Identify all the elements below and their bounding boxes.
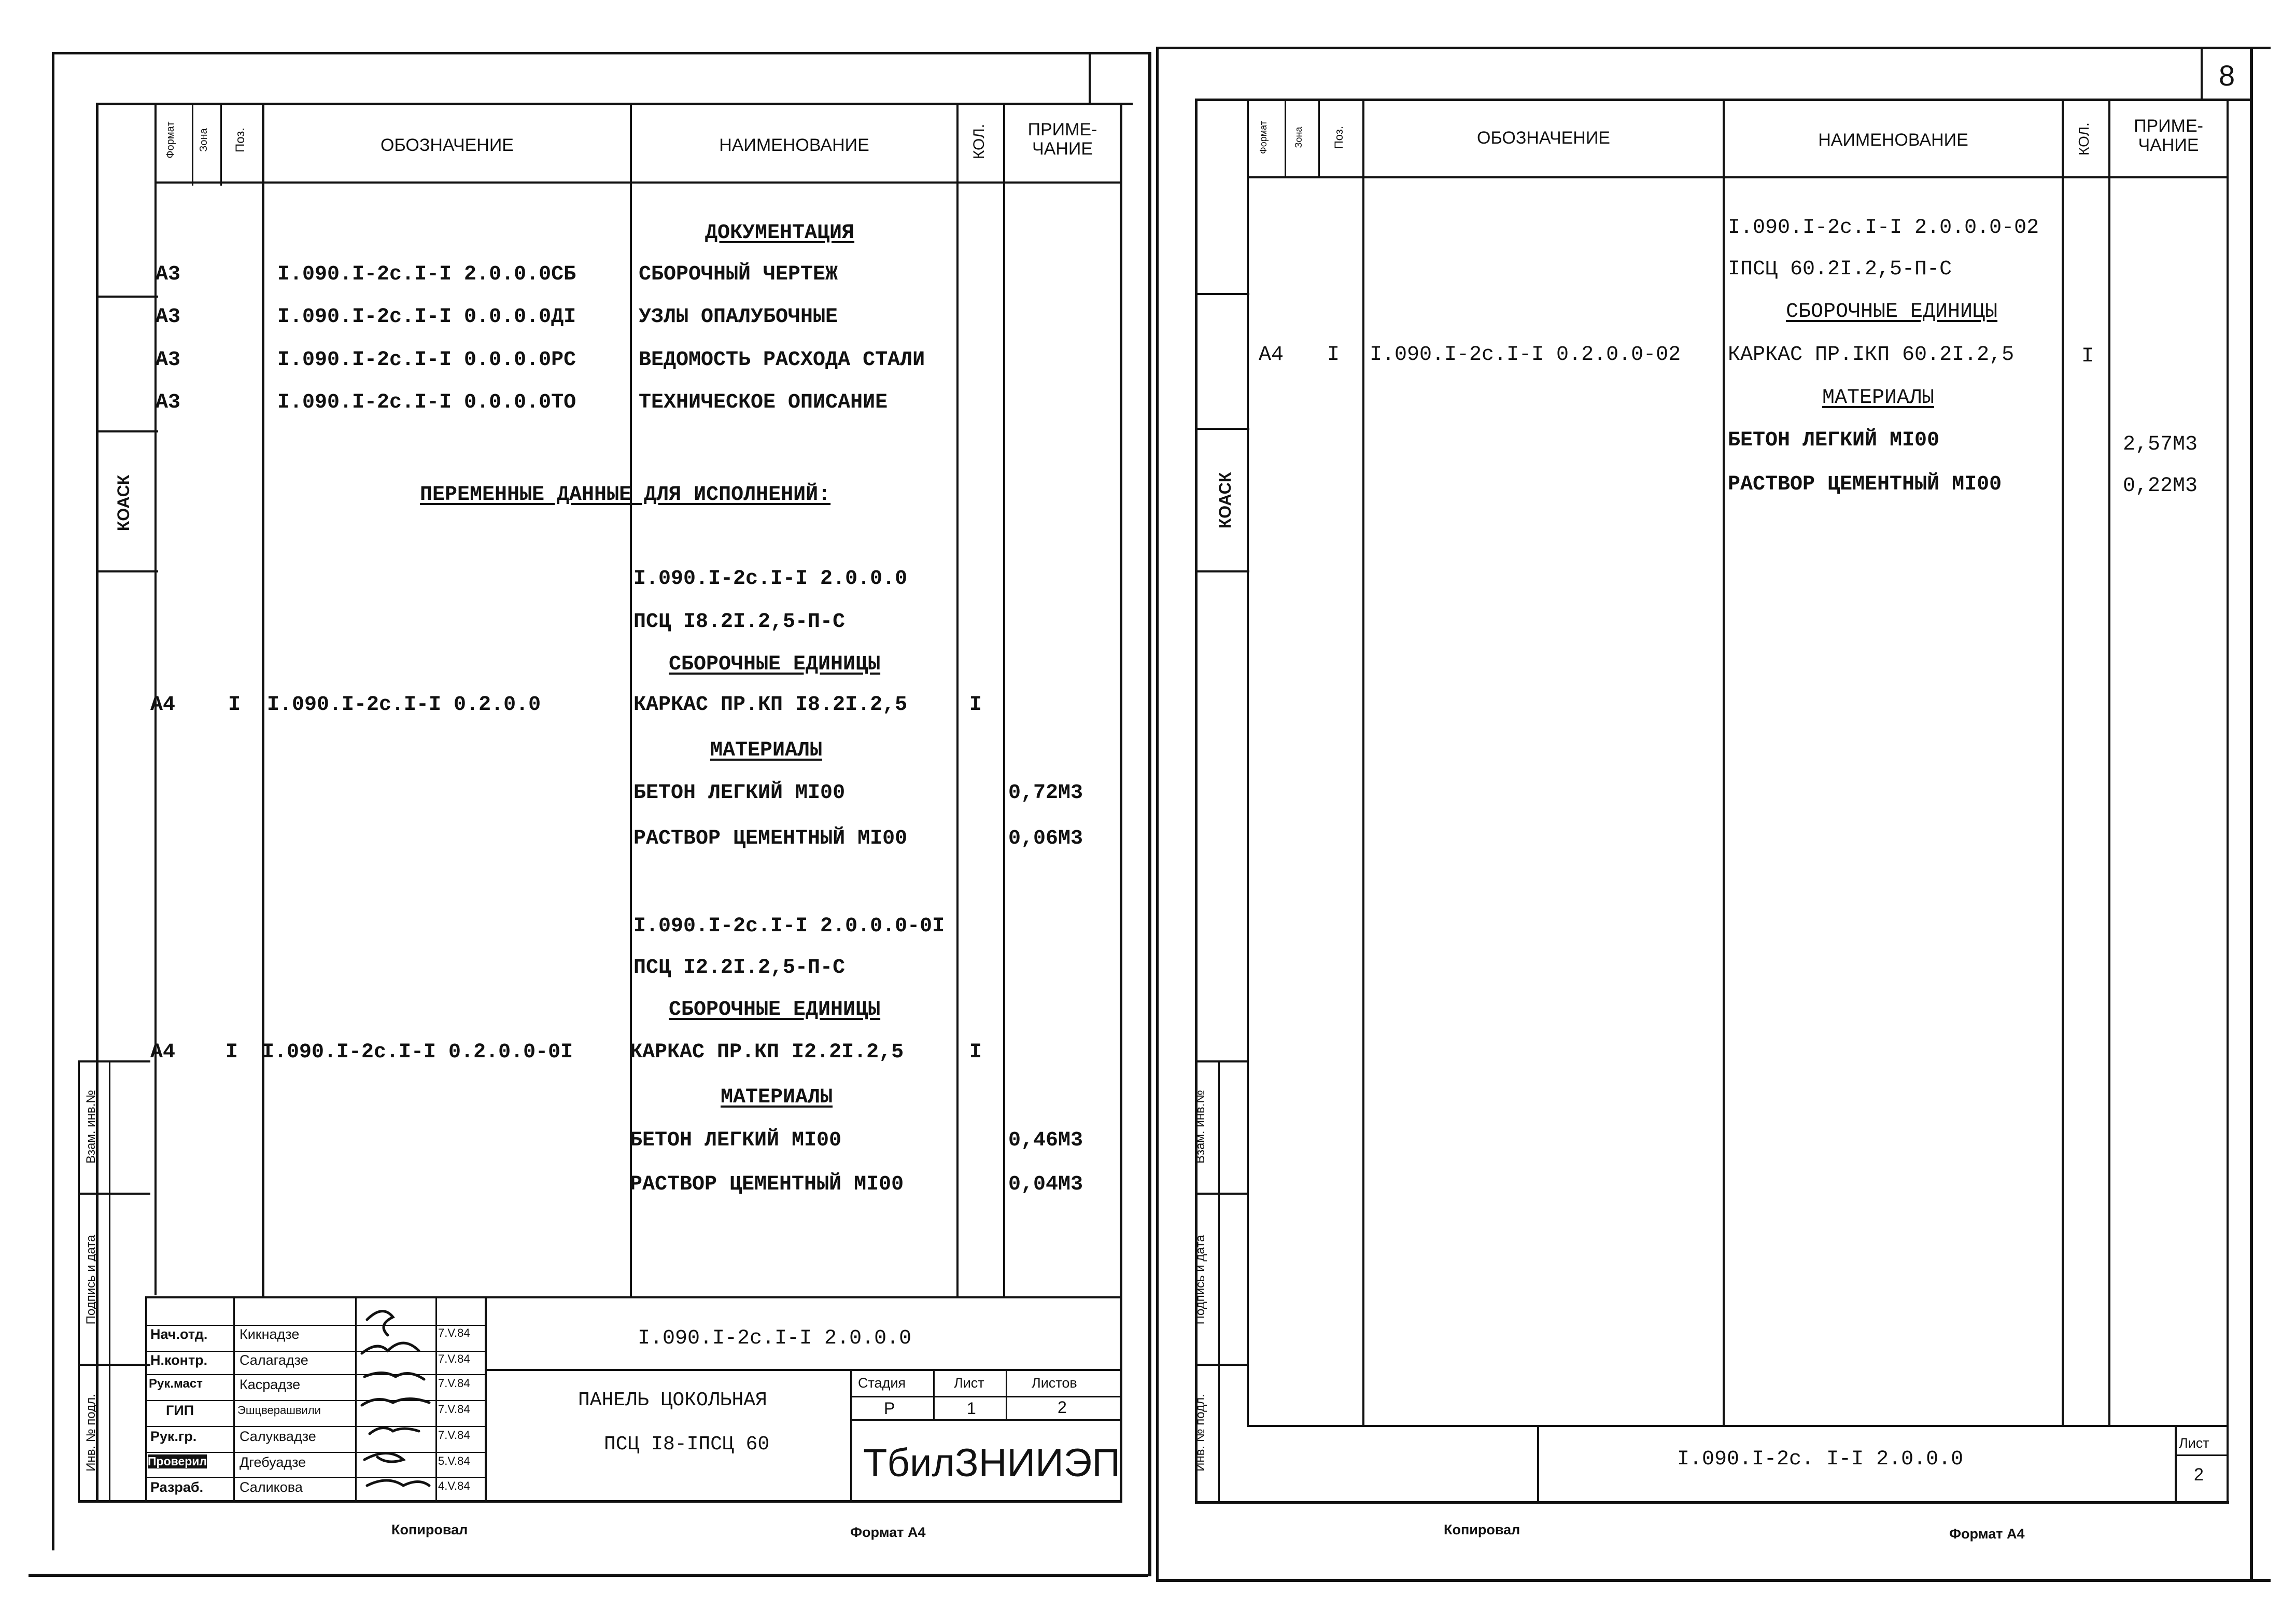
right-header-designation: ОБОЗНАЧЕНИЕ [1477,128,1610,148]
format-label: Формат А4 [850,1524,926,1540]
right-margin-podpis: Подпись и дата [1193,1235,1207,1325]
right-copied-label: Копировал [1444,1522,1520,1537]
right-header-format: Формат [1258,121,1269,154]
copied-label: Копировал [391,1522,468,1537]
right-title-code: I.090.I-2c. I-I 2.0.0.0 [1677,1448,1964,1471]
right-header-name: НАИМЕНОВАНИЕ [1818,130,1968,150]
right-margin-vzam: Взам. инв.№ [1193,1089,1207,1164]
header-pos: Поз. [233,128,247,152]
header-format: Формат [165,121,176,159]
margin-podpis: Подпись и дата [84,1235,98,1325]
sheets-value: 2 [1058,1398,1067,1417]
sheet-label: Лист [954,1375,984,1391]
margin-vzam: Взам. инв.№ [84,1089,98,1164]
left-sheet: КОАСК Взам. инв.№ Подпись и дата Инв. № подл. Формат Зона Поз. ОБОЗНАЧЕНИЕ НАИМЕНОВАНИЕ КОЛ. ПРИМЕ- ЧАНИЕ ДОКУМЕНТАЦИЯ A3 I.090.I-2c.I-I 2.0.0.0СБ СБОРОЧНЫЙ ЧЕРТЕЖ A3 I.090.I-2c.I-I 0.0.0.0ДI УЗЛЫ ОПАЛУБОЧНЫЕ A3 I.090.I-2c.I-I 0.0.0.0РС ВЕДОМОСТЬ РАСХОДА СТАЛИ A3 I.090.I-2c.I-I 0.0.0.0ТО ТЕХНИЧЕСКОЕ ОПИСАНИЕ ПЕРЕМЕННЫЕ ДАННЫЕ ДЛЯ ИСПОЛНЕНИЙ: I.090.I-2c.I-I 2.0.0.0 ПСЦ I8.2I.2,5-П-С СБОРОЧНЫЕ ЕДИНИЦЫ A4 I I.090.I-2c.I-I 0.2.0.0 КАРКАС ПР.КП I8.2I.2,5 I МАТЕРИАЛЫ БЕТОН ЛЕГКИЙ MI00 0,72М3 РАСТВОР ЦЕМЕНТНЫЙ MI00 0,06М3 I.090.I-2c.I-I 2.0.0.0-0I ПСЦ I2.2I.2,5-П-С СБОРОЧНЫЕ ЕДИНИЦЫ A4 I I.090.I-2c.I-I 0.2.0.0-0I КАРКАС ПР.КП I2.2I.2,5 I МАТЕРИАЛЫ БЕТОН ЛЕГКИЙ MI00 0,46М3 РАСТВОР ЦЕМЕНТНЫЙ MI00 0,04М3 Нач.отд. Кикнадзе 7.V.84 Н.контр. Салагадзе 7.V.84 Рук.маст Касрадзе 7.V.84 ГИП Эшцверашвили 7.V.84 Рук.гр. Салуквадзе 7.V.84 Проверил Дгебуадзе 5.V.84 Разраб. Саликова 4.V.84 I.090.I-2c.I-I 2.0.0.0 ПАНЕЛЬ ЦОКОЛЬНАЯ ПСЦ I8-IПСЦ 60 Стадия Лист Листов Р 1 2 ТбилЗНИИЭП Копировал Формат А4 [0,0,1156,1623]
stage-value: Р [884,1399,895,1418]
right-header-note: ПРИМЕ- ЧАНИЕ [2134,116,2203,156]
header-note: ПРИМЕ- ЧАНИЕ [1027,120,1097,159]
page-number: 8 [2219,59,2235,92]
header-designation: ОБОЗНАЧЕНИЕ [381,135,514,155]
right-sheet-label: Лист [2179,1435,2209,1451]
margin-inv: Инв. № подл. [84,1394,98,1472]
right-header-zone: Зона [1293,127,1304,148]
stage-label: Стадия [858,1375,906,1391]
title-code: I.090.I-2c.I-I 2.0.0.0 [638,1327,912,1350]
right-sheet-value: 2 [2194,1465,2204,1485]
right-margin-inv: Инв. № подл. [1193,1394,1207,1472]
right-side-label: КОАСК [1216,472,1234,529]
title-product: ПСЦ I8-IПСЦ 60 [604,1433,770,1456]
title-name: ПАНЕЛЬ ЦОКОЛЬНАЯ [578,1389,767,1411]
right-header-qty: КОЛ. [2076,122,2092,156]
right-sheet: 8 Лист 2 I.090.I-2c. I-I 2.0.0.0 КОАСК Взам. инв.№ Подпись и дата Инв. № подл. Формат Зона Поз. ОБОЗНАЧЕНИЕ НАИМЕНОВАНИЕ КОЛ. ПРИМЕ- ЧАНИЕ I.090.I-2c.I-I 2.0.0.0-02 IПСЦ 60.2I.2,5-П-С СБОРОЧНЫЕ ЕДИНИЦЫ A4 I I.090.I-2c.I-I 0.2.0.0-02 КАРКАС ПР.IКП 60.2I.2,5 I МАТЕРИАЛЫ БЕТОН ЛЕГКИЙ MI00 2,57М3 РАСТВОР ЦЕМЕНТНЫЙ MI00 0,22М3 Копировал Формат А4 [1146,0,2296,1623]
right-format-label: Формат А4 [1949,1526,2025,1542]
header-qty: КОЛ. [970,123,988,160]
header-name: НАИМЕНОВАНИЕ [719,135,869,155]
org-name: ТбилЗНИИЭП [863,1441,1121,1485]
side-label: КОАСК [114,474,133,531]
sheet-value: 1 [967,1399,976,1418]
header-zone: Зона [198,128,209,152]
signature-scribbles [357,1299,434,1501]
sheets-label: Листов [1032,1375,1077,1391]
right-header-pos: Поз. [1332,126,1345,149]
